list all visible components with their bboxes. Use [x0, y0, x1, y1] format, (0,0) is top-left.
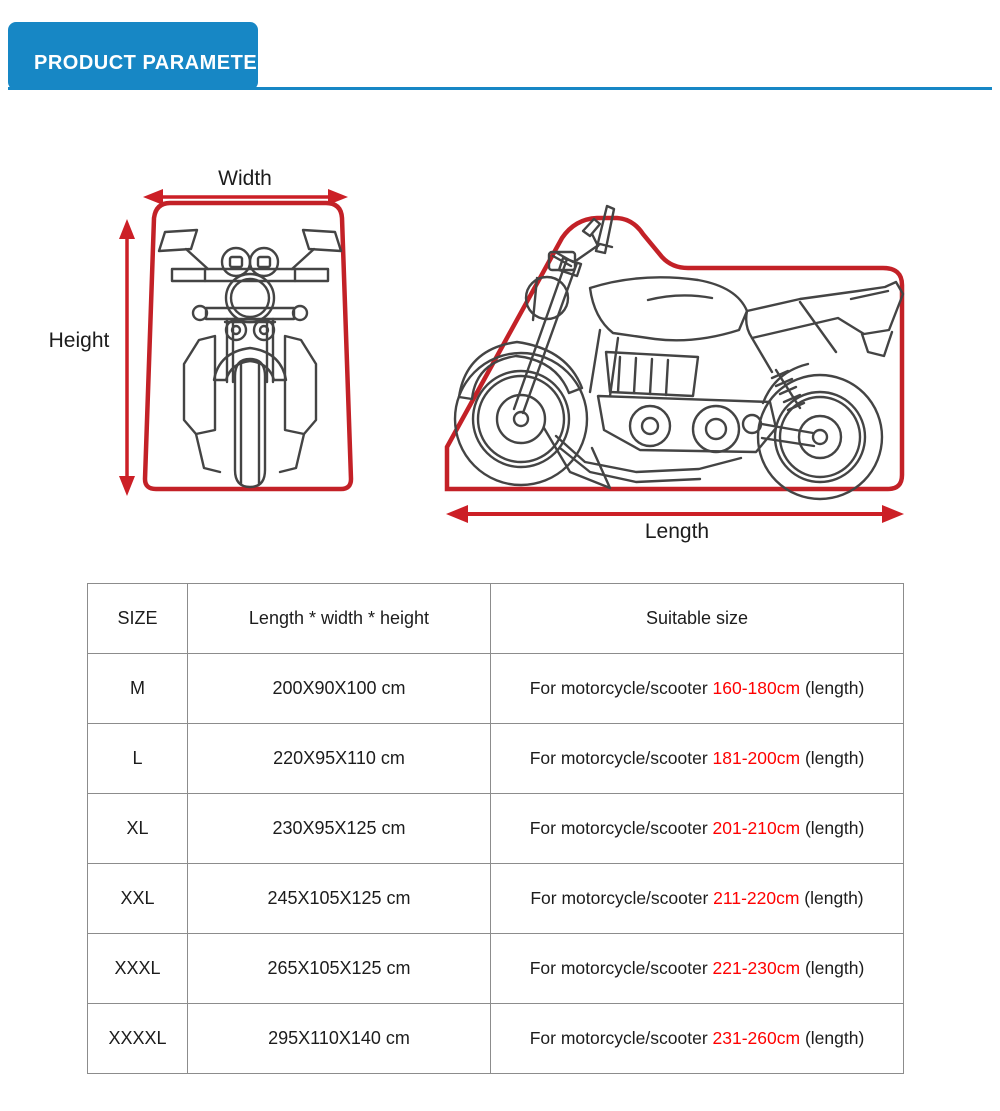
front-cover-outline	[145, 203, 351, 489]
suitable-cell	[491, 934, 904, 1004]
dimensions-cell: 230X95X125 cm	[188, 794, 491, 864]
suitable-prefix: For motorcycle/scooter	[529, 678, 713, 698]
front-view-bike	[159, 230, 341, 487]
table-row	[88, 934, 904, 1004]
table-row	[88, 724, 904, 794]
suitable-suffix: (length)	[800, 818, 865, 838]
suitable-prefix: For motorcycle/scooter	[530, 888, 714, 908]
size-cell: XL	[88, 794, 188, 864]
suitable-cell	[491, 1004, 904, 1074]
length-label: Length	[644, 520, 710, 543]
section-title: PRODUCT PARAMETERS	[34, 51, 286, 74]
dimensions-cell: 220X95X110 cm	[188, 724, 491, 794]
size-cell: L	[88, 724, 188, 794]
suitable-suffix: (length)	[799, 888, 864, 908]
suitable-range: 231-260cm	[712, 1028, 801, 1048]
suitable-prefix: For motorcycle/scooter	[529, 958, 713, 978]
suitable-cell	[491, 794, 904, 864]
suitable-range: 211-220cm	[713, 888, 800, 908]
header-suitable: Suitable size	[491, 584, 904, 654]
side-view-bike	[455, 206, 903, 499]
header-dimensions: Length * width * height	[188, 584, 491, 654]
suitable-prefix: For motorcycle/scooter	[529, 1028, 713, 1048]
height-label: Height	[48, 329, 110, 352]
table-row	[88, 654, 904, 724]
suitable-cell	[491, 864, 904, 934]
suitable-range: 181-200cm	[712, 748, 801, 768]
table-row	[88, 864, 904, 934]
suitable-prefix: For motorcycle/scooter	[529, 748, 713, 768]
suitable-cell	[491, 654, 904, 724]
suitable-range: 221-230cm	[712, 958, 801, 978]
size-cell: XXXL	[88, 934, 188, 1004]
dimensions-cell: 295X110X140 cm	[188, 1004, 491, 1074]
table-row	[88, 1004, 904, 1074]
suitable-range: 201-210cm	[712, 818, 801, 838]
suitable-suffix: (length)	[800, 958, 865, 978]
dimensions-cell: 245X105X125 cm	[188, 864, 491, 934]
size-cell: XXXXL	[88, 1004, 188, 1074]
header-size: SIZE	[88, 584, 188, 654]
suitable-suffix: (length)	[800, 1028, 865, 1048]
dimensions-cell: 265X105X125 cm	[188, 934, 491, 1004]
size-cell: M	[88, 654, 188, 724]
table-header-row	[88, 584, 904, 654]
table-row	[88, 794, 904, 864]
size-cell: XXL	[88, 864, 188, 934]
size-table	[87, 583, 904, 1074]
suitable-range: 160-180cm	[712, 678, 801, 698]
suitable-prefix: For motorcycle/scooter	[529, 818, 713, 838]
suitable-suffix: (length)	[800, 678, 865, 698]
width-label: Width	[218, 167, 272, 190]
dimensions-cell: 200X90X100 cm	[188, 654, 491, 724]
suitable-suffix: (length)	[800, 748, 865, 768]
suitable-cell	[491, 724, 904, 794]
